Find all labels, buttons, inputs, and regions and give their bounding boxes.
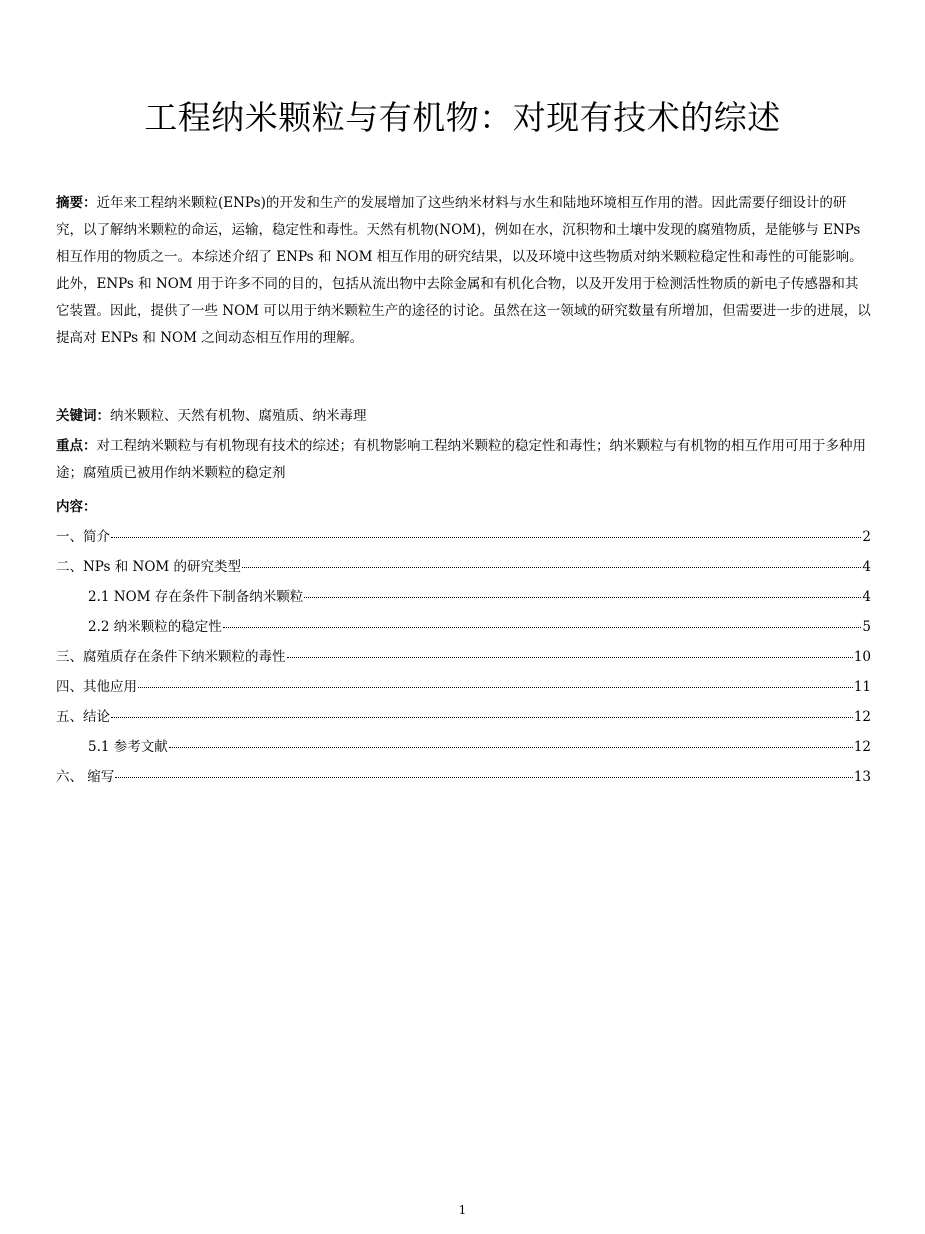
contents-heading: [56, 494, 871, 521]
toc-entry-page: 10: [853, 649, 871, 665]
toc-leader-dots: [111, 717, 853, 718]
toc-entry[interactable]: [56, 705, 871, 735]
toc-entry-title: 一、简介: [56, 529, 110, 545]
abstract-paragraph: [56, 190, 871, 352]
toc-entry-title: 五、结论: [56, 709, 110, 725]
toc-leader-dots: [242, 567, 861, 568]
toc-entry[interactable]: [56, 675, 871, 705]
toc-entry[interactable]: [56, 525, 871, 555]
toc-entry-page: 13: [853, 769, 871, 785]
toc-entry-title: 三、腐殖质存在条件下纳米颗粒的毒性: [56, 649, 286, 665]
toc-entry[interactable]: [56, 645, 871, 675]
keywords-text: 纳米颗粒、天然有机物、腐殖质、纳米毒理: [110, 408, 367, 424]
toc-entry[interactable]: [56, 765, 871, 795]
toc-subentry[interactable]: [56, 615, 871, 645]
toc-leader-dots: [115, 777, 853, 778]
page-number: 1: [458, 1203, 467, 1217]
toc-entry-page: 5: [862, 619, 871, 635]
document-title: 工程纳米颗粒与有机物：对现有技术的综述: [144, 98, 781, 137]
toc-leader-dots: [138, 687, 853, 688]
toc-entry-page: 4: [862, 589, 871, 605]
keywords-paragraph: [56, 403, 871, 430]
abstract-text: 近年来工程纳米颗粒(ENPs)的开发和生产的发展增加了这些纳米材料与水生和陆地环境相互作用的潜。因此需要仔细设计的研究，以了解纳米颗粒的命运，运输，稳定性和毒性。天然有机物(NOM)，例如在水，沉积物和土壤中发现的腐殖物质，是能够与 ENPs 相互作用的物质之一。本综述介绍了 ENPs 和 NOM 相互作用的研究结果，以及环境中这些物质对纳米颗粒稳定性和毒性的可能影响。此外，ENPs 和 NOM 用于许多不同的目的，包括从流出物中去除金属和有机化合物，以及开发用于检测活性物质的新电子传感器和其它装置。因此，提供了一些 NOM 可以用于纳米颗粒生产的途径的讨论。虽然在这一领域的研究数量有所增加，但需要进一步的进展，以提高对 ENPs 和 NOM 之间动态相互作用的理解。: [56, 195, 871, 346]
toc-entry-page: 12: [853, 739, 871, 755]
toc-subentry[interactable]: [56, 585, 871, 615]
table-of-contents: [56, 525, 871, 795]
contents-label: 内容：: [56, 499, 97, 515]
toc-leader-dots: [287, 657, 853, 658]
toc-entry-title: 2.1 NOM 存在条件下制备纳米颗粒: [88, 589, 304, 605]
toc-subentry[interactable]: [56, 735, 871, 765]
toc-entry-title: 5.1 参考文献: [88, 739, 168, 755]
toc-entry[interactable]: [56, 555, 871, 585]
toc-entry-page: 4: [862, 559, 871, 575]
toc-entry-title: 2.2 纳米颗粒的稳定性: [88, 619, 222, 635]
toc-entry-title: 六、 缩写: [56, 769, 115, 785]
abstract-label: 摘要：: [56, 195, 97, 211]
toc-leader-dots: [223, 627, 862, 628]
toc-entry-page: 12: [853, 709, 871, 725]
toc-entry-page: 2: [862, 529, 871, 545]
highlights-text: 对工程纳米颗粒与有机物现有技术的综述；有机物影响工程纳米颗粒的稳定性和毒性；纳米颗粒与有机物的相互作用可用于多种用途；腐殖质已被用作纳米颗粒的稳定剂: [56, 438, 866, 481]
highlights-paragraph: [56, 433, 871, 487]
toc-leader-dots: [111, 537, 861, 538]
keywords-label: 关键词：: [56, 408, 110, 424]
toc-entry-page: 11: [853, 679, 871, 695]
toc-leader-dots: [304, 597, 861, 598]
toc-entry-title: 四、其他应用: [56, 679, 137, 695]
toc-entry-title: 二、NPs 和 NOM 的研究类型: [56, 559, 242, 575]
toc-leader-dots: [169, 747, 853, 748]
highlights-label: 重点：: [56, 438, 97, 454]
